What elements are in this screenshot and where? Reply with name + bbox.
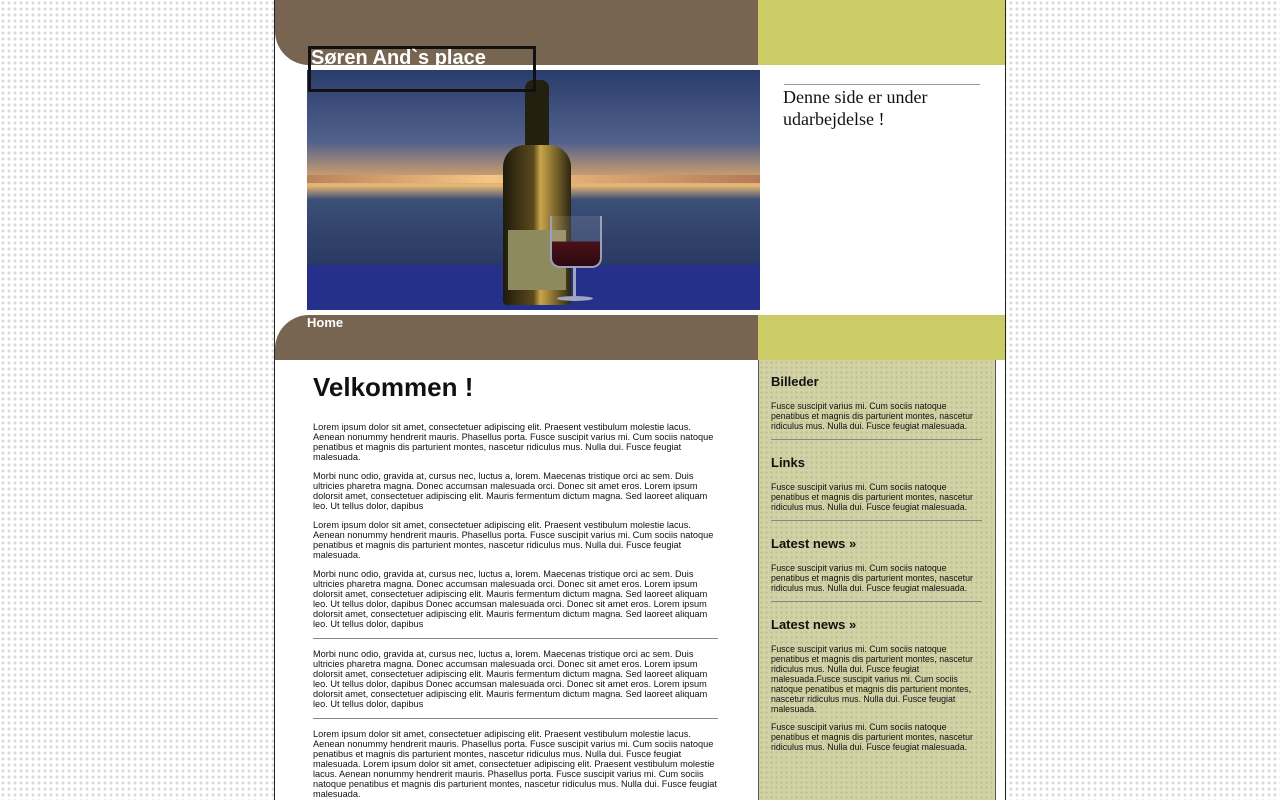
nav-home-link[interactable]: Home	[307, 315, 344, 330]
sidebar-block-links	[771, 456, 982, 512]
sidebar-block-billeder	[771, 375, 982, 431]
site-title[interactable]: Søren And`s place	[311, 47, 486, 69]
notice-divider	[784, 84, 980, 85]
sidebar-divider	[771, 601, 982, 602]
content-divider	[313, 638, 718, 639]
sidebar	[758, 360, 996, 800]
main-paragraph: Morbi nunc odio, gravida at, cursus nec, luctus a, lorem. Maecenas tristique orci ac sem. Duis ultricies pharetra magna. Donec accumsan malesuada orci. Donec sit amet eros. Lorem ipsum dolorsit amet, consectetuer adipiscing elit. Mauris fermentum dictum magna. Sed laoreet aliquam leo. Ut tellus dolor, dapibus Donec accumsan malesuada orci. Donec sit amet eros. Lorem ipsum dolorsit amet, consectetuer adipiscing elit. Mauris fermentum dictum magna. Sed laoreet aliquam leo. Ut tellus dolor, dapibus	[313, 649, 708, 709]
header-green-band	[758, 0, 1005, 65]
sidebar-text: Fusce suscipit varius mi. Cum sociis natoque penatibus et magnis dis parturient montes, nascetur ridiculus mus. Nulla dui. Fusce feugiat malesuada.	[771, 482, 973, 512]
main-paragraph: Lorem ipsum dolor sit amet, consectetuer adipiscing elit. Praesent vestibulum molestie lacus. Aenean nonummy hendrerit mauris. Phasellus porta. Fusce suscipit varius mi. Cum sociis natoque penatibus et magnis dis parturient montes, nascetur ridiculus mus. Nulla dui. Fusce feugiat malesuada.	[313, 520, 714, 560]
sidebar-block-latest-news-2	[771, 618, 982, 752]
sidebar-text: Fusce suscipit varius mi. Cum sociis natoque penatibus et magnis dis parturient montes, nascetur ridiculus mus. Nulla dui. Fusce feugiat malesuada.	[771, 401, 973, 431]
main-paragraph: Lorem ipsum dolor sit amet, consectetuer adipiscing elit. Praesent vestibulum molestie lacus. Aenean nonummy hendrerit mauris. Phasellus porta. Fusce suscipit varius mi. Cum sociis natoque penatibus et magnis dis parturient montes, nascetur ridiculus mus. Nulla dui. Fusce feugiat malesuada.	[313, 422, 714, 462]
hero-wine-glass	[550, 216, 602, 268]
content-divider	[313, 718, 718, 719]
sidebar-divider	[771, 439, 982, 440]
nav-bar-green	[758, 315, 1005, 360]
sidebar-text: Fusce suscipit varius mi. Cum sociis natoque penatibus et magnis dis parturient montes, nascetur ridiculus mus. Nulla dui. Fusce feugiat malesuada.	[771, 722, 973, 752]
sidebar-text: Fusce suscipit varius mi. Cum sociis natoque penatibus et magnis dis parturient montes, nascetur ridiculus mus. Nulla dui. Fusce feugiat malesuada.Fusce suscipit varius mi. Cum sociis natoque penatibus et magnis dis parturient montes, nascetur ridiculus mus. Nulla dui. Fusce feugiat malesuada.	[771, 644, 973, 714]
sidebar-heading-billeder[interactable]: Billeder	[771, 374, 819, 389]
page-heading: Velkommen !	[313, 372, 474, 402]
main-content	[313, 372, 718, 800]
sidebar-heading-latest-news[interactable]: Latest news »	[771, 617, 857, 632]
main-paragraph: Morbi nunc odio, gravida at, cursus nec, luctus a, lorem. Maecenas tristique orci ac sem. Duis ultricies pharetra magna. Donec accumsan malesuada orci. Donec sit amet eros. Lorem ipsum dolorsit amet, consectetuer adipiscing elit. Mauris fermentum dictum magna. Sed laoreet aliquam leo. Ut tellus dolor, dapibus Donec accumsan malesuada orci. Donec sit amet eros. Lorem ipsum dolorsit amet, consectetuer adipiscing elit. Mauris fermentum dictum magna. Sed laoreet aliquam leo. Ut tellus dolor, dapibus	[313, 569, 708, 629]
page-container	[274, 0, 1006, 800]
sidebar-block-latest-news	[771, 537, 982, 593]
sidebar-text: Fusce suscipit varius mi. Cum sociis natoque penatibus et magnis dis parturient montes, nascetur ridiculus mus. Nulla dui. Fusce feugiat malesuada.	[771, 563, 973, 593]
sidebar-heading-latest-news[interactable]: Latest news »	[771, 536, 857, 551]
main-paragraph: Morbi nunc odio, gravida at, cursus nec, luctus a, lorem. Maecenas tristique orci ac sem. Duis ultricies pharetra magna. Donec accumsan malesuada orci. Donec sit amet eros. Lorem ipsum dolorsit amet, consectetuer adipiscing elit. Mauris fermentum dictum magna. Sed laoreet aliquam leo. Ut tellus dolor, dapibus	[313, 471, 708, 511]
construction-notice: Denne side er under udarbejdelse !	[783, 87, 928, 129]
hero-image	[307, 70, 760, 310]
sidebar-heading-links[interactable]: Links	[771, 455, 805, 470]
hero-glass-stem	[573, 266, 576, 296]
hero-glass-foot	[557, 296, 593, 301]
nav-bar	[275, 315, 758, 360]
main-paragraph: Lorem ipsum dolor sit amet, consectetuer adipiscing elit. Praesent vestibulum molestie lacus. Aenean nonummy hendrerit mauris. Phasellus porta. Fusce suscipit varius mi. Cum sociis natoque penatibus et magnis dis parturient montes, nascetur ridiculus mus. Nulla dui. Fusce feugiat malesuada. Lorem ipsum dolor sit amet, consectetuer adipiscing elit. Praesent vestibulum molestie lacus. Aenean nonummy hendrerit mauris. Phasellus porta. Fusce suscipit varius mi. Cum sociis natoque penatibus et magnis dis parturient montes, nascetur ridiculus mus. Nulla dui. Fusce feugiat malesuada.	[313, 729, 717, 799]
sidebar-divider	[771, 520, 982, 521]
